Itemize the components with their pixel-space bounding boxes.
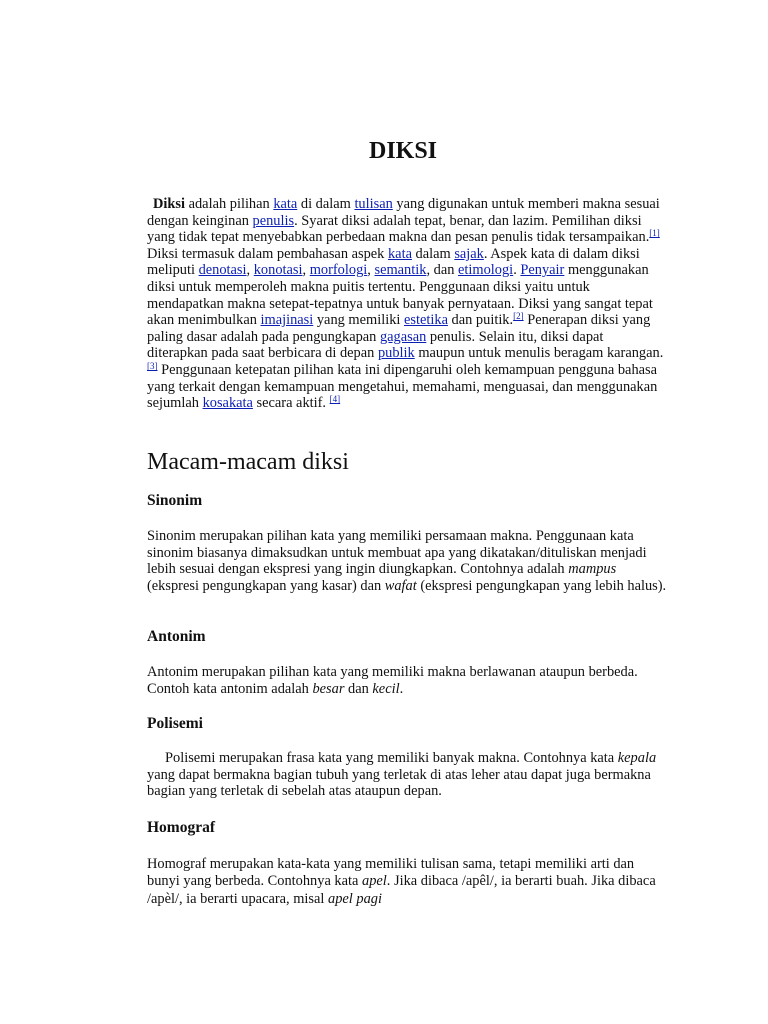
text: , dan: [426, 262, 459, 279]
text: adalah pilihan: [185, 196, 274, 212]
reference-1-link[interactable]: [1]: [649, 228, 660, 239]
page-title: DIKSI: [368, 138, 438, 164]
text: . Jika dibaca /apêl/, ia berarti buah. Jika dibaca /apèl/, ia berarti upacara, misal: [147, 873, 656, 907]
link-publik[interactable]: publik: [377, 345, 415, 362]
text: Penerapan diksi yang paling dasar adalah pada pengungkapan: [147, 312, 651, 345]
link-morfologi[interactable]: morfologi: [309, 262, 368, 279]
text: di dalam: [297, 196, 355, 212]
link-etimologi[interactable]: etimologi: [458, 262, 514, 279]
text: (ekspresi pengungkapan yang kasar) dan: [147, 577, 385, 594]
example-term: mampus: [568, 561, 617, 578]
sinonim-paragraph: [147, 528, 667, 594]
example-term: besar: [312, 680, 345, 697]
example-term: apel: [362, 873, 387, 890]
text: yang digunakan untuk memberi makna sesuai dengan keinginan: [147, 196, 660, 229]
link-penulis[interactable]: penulis: [252, 212, 295, 229]
example-term: wafat: [384, 577, 417, 594]
text: .: [399, 680, 404, 697]
reference-2-link[interactable]: [2]: [513, 311, 524, 322]
section-heading: Macam-macam diksi: [147, 449, 349, 475]
link-penyair[interactable]: Penyair: [520, 262, 565, 279]
example-term: kecil: [372, 680, 400, 697]
subheading-homograf: Homograf: [147, 819, 216, 836]
link-tulisan[interactable]: tulisan: [354, 196, 393, 212]
link-konotasi[interactable]: konotasi: [253, 262, 303, 279]
text: ,: [367, 262, 375, 279]
polisemi-paragraph: [147, 750, 667, 800]
example-term: apel pagi: [328, 890, 382, 907]
text: maupun untuk menulis beragam karangan.: [414, 345, 664, 362]
text: dan puitik.: [447, 312, 514, 329]
link-kata[interactable]: kata: [273, 196, 298, 212]
text: .: [513, 262, 521, 279]
example-term: kepala: [617, 750, 657, 766]
text: dan: [344, 680, 373, 697]
text: secara aktif.: [252, 395, 330, 412]
text: Antonim merupakan pilihan kata yang memiliki makna berlawanan ataupun berbeda. Contoh kata antonim adalah: [147, 664, 638, 697]
text: dalam: [411, 245, 455, 262]
intro-paragraph: [147, 196, 667, 412]
text: . Aspek kata di dalam diksi meliputi: [147, 245, 640, 279]
subheading-antonim: Antonim: [147, 628, 206, 645]
text: yang dapat bermakna bagian tubuh yang terletak di atas leher atau dapat juga bermakna bagian yang terletak di sebelah atas ataupun depan.: [147, 766, 651, 800]
text: ,: [302, 262, 310, 279]
text: menggunakan diksi untuk memperoleh makna puitis tertentu. Penggunaan diksi yaitu untuk mendapatkan makna setepat-tepatnya untuk banyak pernyataan. Diksi yang sangat tepat akan menimbulkan: [147, 262, 653, 329]
link-semantik[interactable]: semantik: [374, 262, 427, 279]
link-denotasi[interactable]: denotasi: [198, 262, 247, 279]
text: Sinonim merupakan pilihan kata yang memiliki persamaan makna. Penggunaan kata sinonim biasanya dimaksudkan untuk membuat apa yang dikatakan/dituliskan menjadi lebih sesuai dengan ekspresi yang ingin diungkapkan. Contohnya adalah: [147, 528, 647, 578]
subheading-polisemi: Polisemi: [147, 715, 203, 732]
antonim-paragraph: [147, 664, 667, 697]
link-kata-2[interactable]: kata: [387, 245, 412, 262]
text: ,: [246, 262, 254, 279]
link-gagasan[interactable]: gagasan: [379, 328, 427, 345]
reference-4-link[interactable]: [4]: [329, 394, 341, 405]
text: yang memiliki: [313, 312, 404, 329]
text: penulis. Selain itu, diksi dapat diterapkan pada saat berbicara di depan: [147, 328, 604, 362]
link-kosakata[interactable]: kosakata: [202, 395, 253, 412]
text: . Syarat diksi adalah tepat, benar, dan lazim. Pemilihan diksi yang tidak tepat menyebabkan perbedaan makna dan pesan penulis tidak tersampaikan.: [147, 212, 650, 246]
text: Polisemi merupakan frasa kata yang memiliki banyak makna. Contohnya kata: [165, 750, 618, 766]
text: (ekspresi pengungkapan yang lebih halus).: [416, 577, 667, 594]
text: Homograf merupakan kata-kata yang memiliki tulisan sama, tetapi memiliki arti dan bunyi yang berbeda. Contohnya kata: [147, 856, 635, 890]
reference-3-link[interactable]: [3]: [147, 360, 158, 371]
link-imajinasi[interactable]: imajinasi: [260, 312, 314, 329]
homograf-paragraph: [147, 856, 667, 908]
lead-term: Diksi: [153, 196, 185, 212]
text: Diksi termasuk dalam pembahasan aspek: [147, 245, 388, 262]
text: Penggunaan ketepatan pilihan kata ini dipengaruhi oleh kemampuan pengguna bahasa yang terkait dengan kemampuan mengetahui, memahami, menguasai, dan menggunakan sejumlah: [147, 361, 658, 412]
link-sajak[interactable]: sajak: [454, 245, 484, 262]
subheading-sinonim: Sinonim: [147, 492, 203, 509]
link-estetika[interactable]: estetika: [404, 312, 448, 329]
